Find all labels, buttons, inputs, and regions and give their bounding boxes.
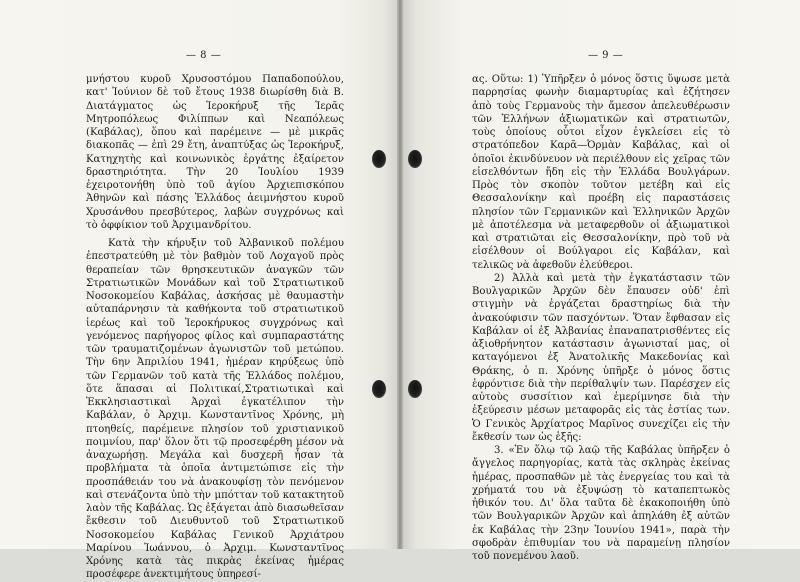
left-page [0, 0, 400, 581]
left-page-text [86, 73, 344, 582]
binding-hole-top-left [372, 150, 386, 168]
paragraph: 2) Ἀλλὰ καὶ μετὰ τὴν ἐγκατάστασιν τῶν Βουλγαρικῶν Ἀρχῶν δὲν ἔπαυσεν οὐδ' ἐπὶ στιγμὴν νὰ ἐργάζεται δραστηρίως διὰ τὴν ἀνακούφισιν τῶν πασχόντων. Ὅταν ἔφθασαν εἰς Καβάλαν οἱ ἐξ Ἀλβανίας ἐπαναπατρισθέντες εἰς ἀξιοθρήνητον κατάστασιν ἀγωνισταί μας, οἱ καταγόμενοι ἐξ Ἀνατολικῆς Μακεδονίας καὶ Θράκης, ὁ π. Χρόνης ὑπῆρξε ὁ μόνος ὅστις ἐφρόντισε διὰ τὴν περίθαλψίν των. Παρέσχεν εἰς αὐτοὺς συσσίτιον καὶ ἐμερίμνησε διὰ τὴν ἐξεύρεσιν μέσων μεταφορᾶς εἰς τὰς ἑστίας των. Ὁ Γενικὸς Ἀρχίατρος Μαρῖνος συνεχίζει εἰς τὴν ἔκθεσίν των ὡς ἑξῆς: [472, 272, 730, 443]
paragraph: Κατὰ τὴν κήρυξιν τοῦ Ἀλβανικοῦ πολέμου ἐπεστρατεύθη μὲ τὸν βαθμὸν τοῦ Λοχαγοῦ πρὸς θεραπείαν τῶν θρησκευτικῶν ἀναγκῶν τῶν Στρατιωτικῶν Μονάδων καὶ τοῦ Στρατιωτικοῦ Νοσοκομείου Καβάλας, ἀσκήσας μὲ θαυμαστὴν αὐταπάρνησιν τὰ καθήκοντα τοῦ στρατιωτικοῦ ἱερέως καὶ τοῦ Ἱεροκήρυκος συγχρόνως καὶ γενόμενος παρήγορος φίλος καὶ συμπαραστάτης τῶν τραυματιζομένων ἀγωνιστῶν τοῦ μετώπου. Τὴν 6ην Ἀπριλίου 1941, ἡμέραν κηρύξεως ὑπὸ τῶν Γερμανῶν τοῦ κατὰ τῆς Ἑλλάδος πολέμου, ὅτε ἅπασαι αἱ Πολιτικαί,Στρατιωτικαὶ καὶ Ἐκκλησιαστικαὶ Ἀρχαὶ ἐγκατέλιπον τὴν Καβάλαν, ὁ Ἀρχιμ. Κωνσταντῖνος Χρόνης, μὴ πτοηθείς, παρέμεινε πλησίον τοῦ χριστιανικοῦ ποιμνίου, παρ' ὅλον ὅτι τῷ προσεφέρθη μέσον νὰ ἀναχωρήσῃ. Μεγάλα καὶ δυσχερῆ ἦσαν τὰ προβλήματα τὰ ὁποῖα ἀντιμετώπισε εἰς τὴν προσπάθειάν του νὰ ἀνακουφίσῃ τὸν πενόμενον καὶ στενάζοντα ὑπὸ τὴν μπότταν τοῦ κατακτητοῦ λαὸν τῆς Καβάλας. Ὡς ἐξάγεται ἀπὸ διασωθεῖσαν ἔκθεσιν τοῦ Διευθυντοῦ τοῦ Στρατιωτικοῦ Νοσοκομείου Καβάλας Γενικοῦ Ἀρχιάτρου Μαρίνου Ἰωάννου, ὁ Ἀρχιμ. Κωνσταντῖνος Χρόνης κατὰ τὰς πικρὰς ἐκείνας ἡμέρας προσέφερε ἀνεκτιμήτους ὑπηρεσί- [86, 238, 344, 581]
binding-hole-top-right [408, 150, 422, 168]
binding-hole-bottom-left [372, 380, 386, 398]
binding-hole-bottom-right [408, 380, 422, 398]
book-gutter [397, 0, 403, 549]
paragraph: 3. «Ἐν ὅλῳ τῷ λαῷ τῆς Καβάλας ὑπῆρξεν ὁ ἄγγελος παρηγορίας, κατὰ τὰς σκληρὰς ἐκείνας ἡμέρας, προσπαθῶν μὲ τὰς ἐνεργείας του καὶ τὰ χρήματά του νὰ ἐξυψώσῃ τὸ καταπεπτωκὸς ἠθικόν του. Δι' ὅλα ταῦτα δὲ ἐκακοποιήθη ὑπὸ τῶν Βουλγαρικῶν Ἀρχῶν καὶ ἀπηλάθη ἐξ αὐτῶν ἐκ Καβάλας τὴν 23ην Ἰουνίου 1941», παρὰ τὴν σφοδρὰν ἐπιθυμίαν του νὰ παραμείνῃ πλησίον τοῦ πονεμένου λαοῦ. [472, 445, 730, 562]
right-page [400, 0, 800, 562]
page-number-left: — 8 — [186, 50, 222, 61]
right-page-text [472, 73, 730, 563]
page-number-right: — 9 — [588, 50, 624, 61]
paragraph: ας. Οὕτω: 1) Ὑπῆρξεν ὁ μόνος ὅστις ὕψωσε μετὰ παρρησίας φωνὴν διαμαρτυρίας καὶ ἐζήτησεν ἀπὸ τοὺς Γερμανοὺς τὴν ἄμεσον ἀπελευθέρωσιν τῶν Ἑλλήνων ἀξιωματικῶν καὶ στρατιωτῶν, τοὺς ὁποίους οὗτοι εἶχον ἐγκλείσει εἰς τὸ στρατόπεδον Καρᾶ—Ὀρμὰν Καβάλας, καὶ οἱ ὁποῖοι ἐκινδύνευον νὰ περιέλθουν εἰς χεῖρας τῶν εἰσελθόντων ἤδη εἰς τὴν Ἑλλάδα Βουλγάρων. Πρὸς τὸν σκοπὸν τοῦτον μετέβη καὶ εἰς Θεσσαλονίκην καὶ προέβη εἰς παραστάσεις πλησίον τῶν Γερμανικῶν καὶ Ἑλληνικῶν Ἀρχῶν μὲ ἀποτέλεσμα νὰ μεταφερθοῦν οἱ ἀξιωματικοὶ καὶ στρατιῶται εἰς Θεσσαλονίκην, πρὸ τοῦ νὰ εἰσέλθουν οἱ Βούλγαροι εἰς Καβάλαν, καὶ τελικῶς νὰ ἀφεθοῦν ἐλεύθεροι. [472, 74, 730, 271]
paragraph: μνήστου κυροῦ Χρυσοστόμου Παπαδοπούλου, κατ' Ἰούνιον δὲ τοῦ ἔτους 1938 διωρίσθη διὰ Β. Διατάγματος ὡς Ἱεροκήρυξ τῆς Ἱερᾶς Μητροπόλεως Φιλίππων καὶ Νεαπόλεως (Καβάλας), ὅπου καὶ παρέμεινε — μὲ μικρᾶς διακοπᾶς — ἐπὶ 29 ἔτη, ἀναπτύξας ὡς Ἱεροκήρυξ, Κατηχητὴς καὶ κοινωνικὸς ἐργάτης ἐξαίρετον δραστηριότητα. Τὴν 20 Ἰουλίου 1939 ἐχειροτονήθη ὑπὸ τοῦ ἁγίου Ἀρχιεπισκόπου Ἀθηνῶν καὶ πάσης Ἑλλάδος ἀειμνήστου κυροῦ Χρυσάνθου πρεσβύτερος, λαβὼν συγχρόνως καὶ τὸ ὀφφίκιον τοῦ Ἀρχιμανδρίτου. [86, 74, 344, 231]
